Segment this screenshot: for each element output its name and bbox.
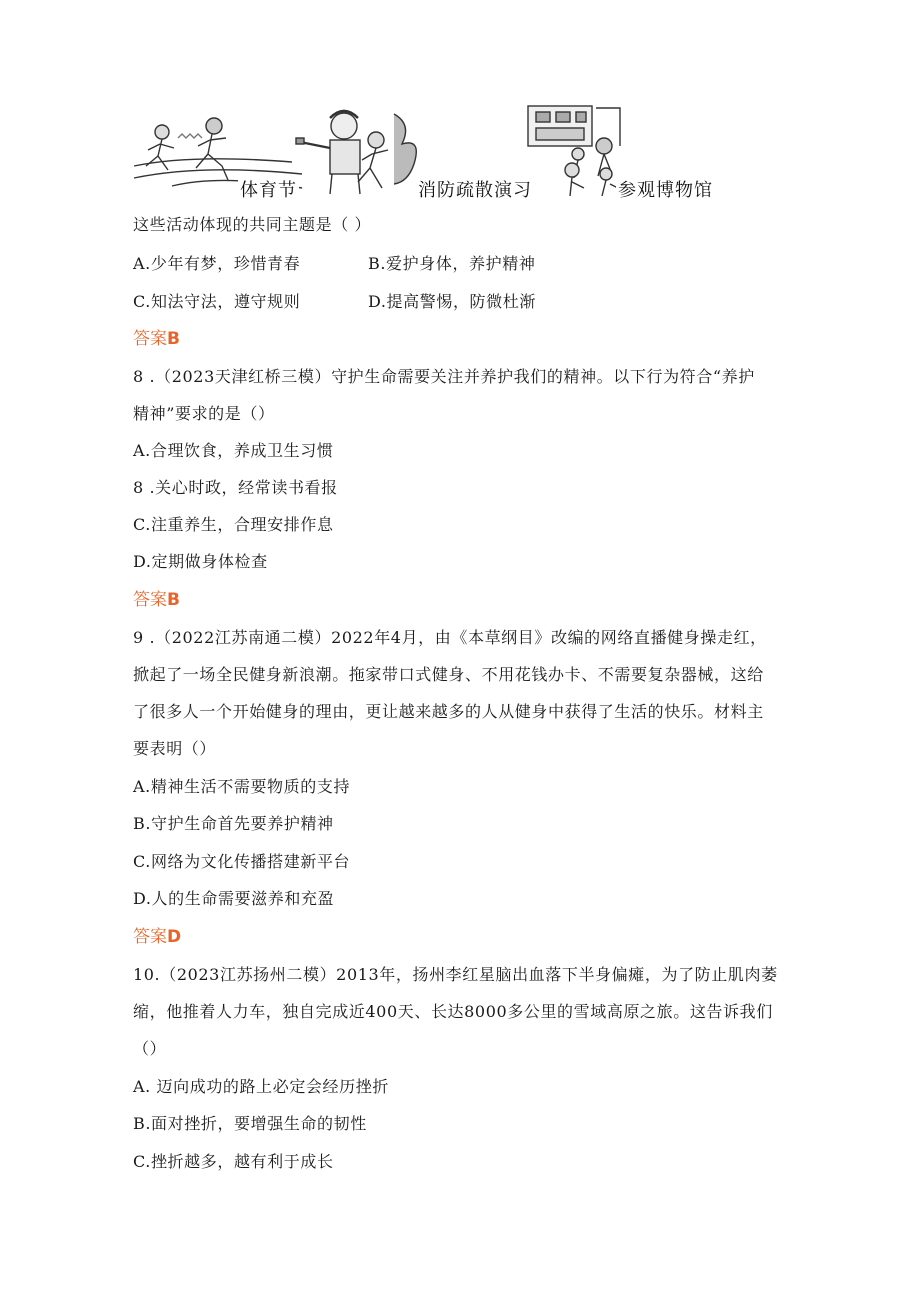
q7-option-a: A.少年有梦，珍惜青春 [133,254,301,273]
q9-option-d: D.人的生命需要滋养和充盈 [133,889,335,908]
caption-museum-visit: 参观博物馆 [616,176,715,202]
q9-stem-line-2: 掀起了一场全民健身新浪潮。拖家带口式健身、不用花钱办卡、不需要复杂器械，这给 [133,665,764,684]
q8-option-c: C.注重养生，合理安排作息 [133,515,334,534]
activity-illustrations [132,104,722,200]
caption-sports-festival: 体育节 [238,176,299,202]
q9-answer [133,926,181,948]
q10-stem-line-3: （） [133,1039,167,1058]
q9-answer-label: 答案 [133,927,167,947]
q8-answer [133,589,180,611]
caption-fire-drill: 消防疏散演习 [416,176,534,202]
q7-option-c: C.知法守法，遵守规则 [133,292,301,311]
q10-option-b: B.面对挫折，要增强生命的韧性 [133,1114,367,1133]
q9-stem-line-3: 了很多人一个开始健身的理由，更让越来越多的人从健身中获得了生活的快乐。材料主 [133,702,764,721]
q8-answer-value: B [167,590,180,610]
q7-answer-label: 答案 [133,329,167,349]
q7-stem: 这些活动体现的共同主题是（ ） [133,215,372,234]
q9-option-a: A.精神生活不需要物质的支持 [133,777,351,796]
q8-stem-line-1: 8 .（2023天津红桥三模）守护生命需要关注并养护我们的精神。以下行为符合“养护 [133,367,755,386]
q10-option-c: C.挫折越多，越有利于成长 [133,1152,334,1171]
q8-option-d: D.定期做身体检查 [133,552,268,571]
q9-option-b: B.守护生命首先要养护精神 [133,814,334,833]
q8-answer-label: 答案 [133,590,167,610]
q7-option-d: D.提高警惕，防微杜渐 [368,292,536,311]
q9-option-c: C.网络为文化传播搭建新平台 [133,852,351,871]
q8-option-a: A.合理饮食，养成卫生习惯 [133,441,334,460]
q10-option-a: A. 迈向成功的路上必定会经历挫折 [133,1077,389,1096]
q7-answer [133,328,180,350]
q8-option-b: 8 .关心时政，经常读书看报 [133,478,338,497]
q10-stem-line-2: 缩，他推着人力车，独自完成近400天、长达8000多公里的雪域高原之旅。这告诉我们 [133,1002,773,1021]
q9-answer-value: D [167,927,182,947]
q8-stem-line-2: 精神”要求的是（） [133,404,275,423]
q7-answer-value: B [167,329,180,349]
q10-stem-line-1: 10.（2023江苏扬州二模）2013年，扬州李红星脑出血落下半身偏瘫，为了防止肌肉萎 [133,965,778,984]
q9-stem-line-4: 要表明（） [133,739,217,758]
q7-option-b: B.爱护身体，养护精神 [368,254,536,273]
q9-stem-line-1: 9 .（2022江苏南通二模）2022年4月，由《本草纲目》改编的网络直播健身操走红， [133,628,767,647]
